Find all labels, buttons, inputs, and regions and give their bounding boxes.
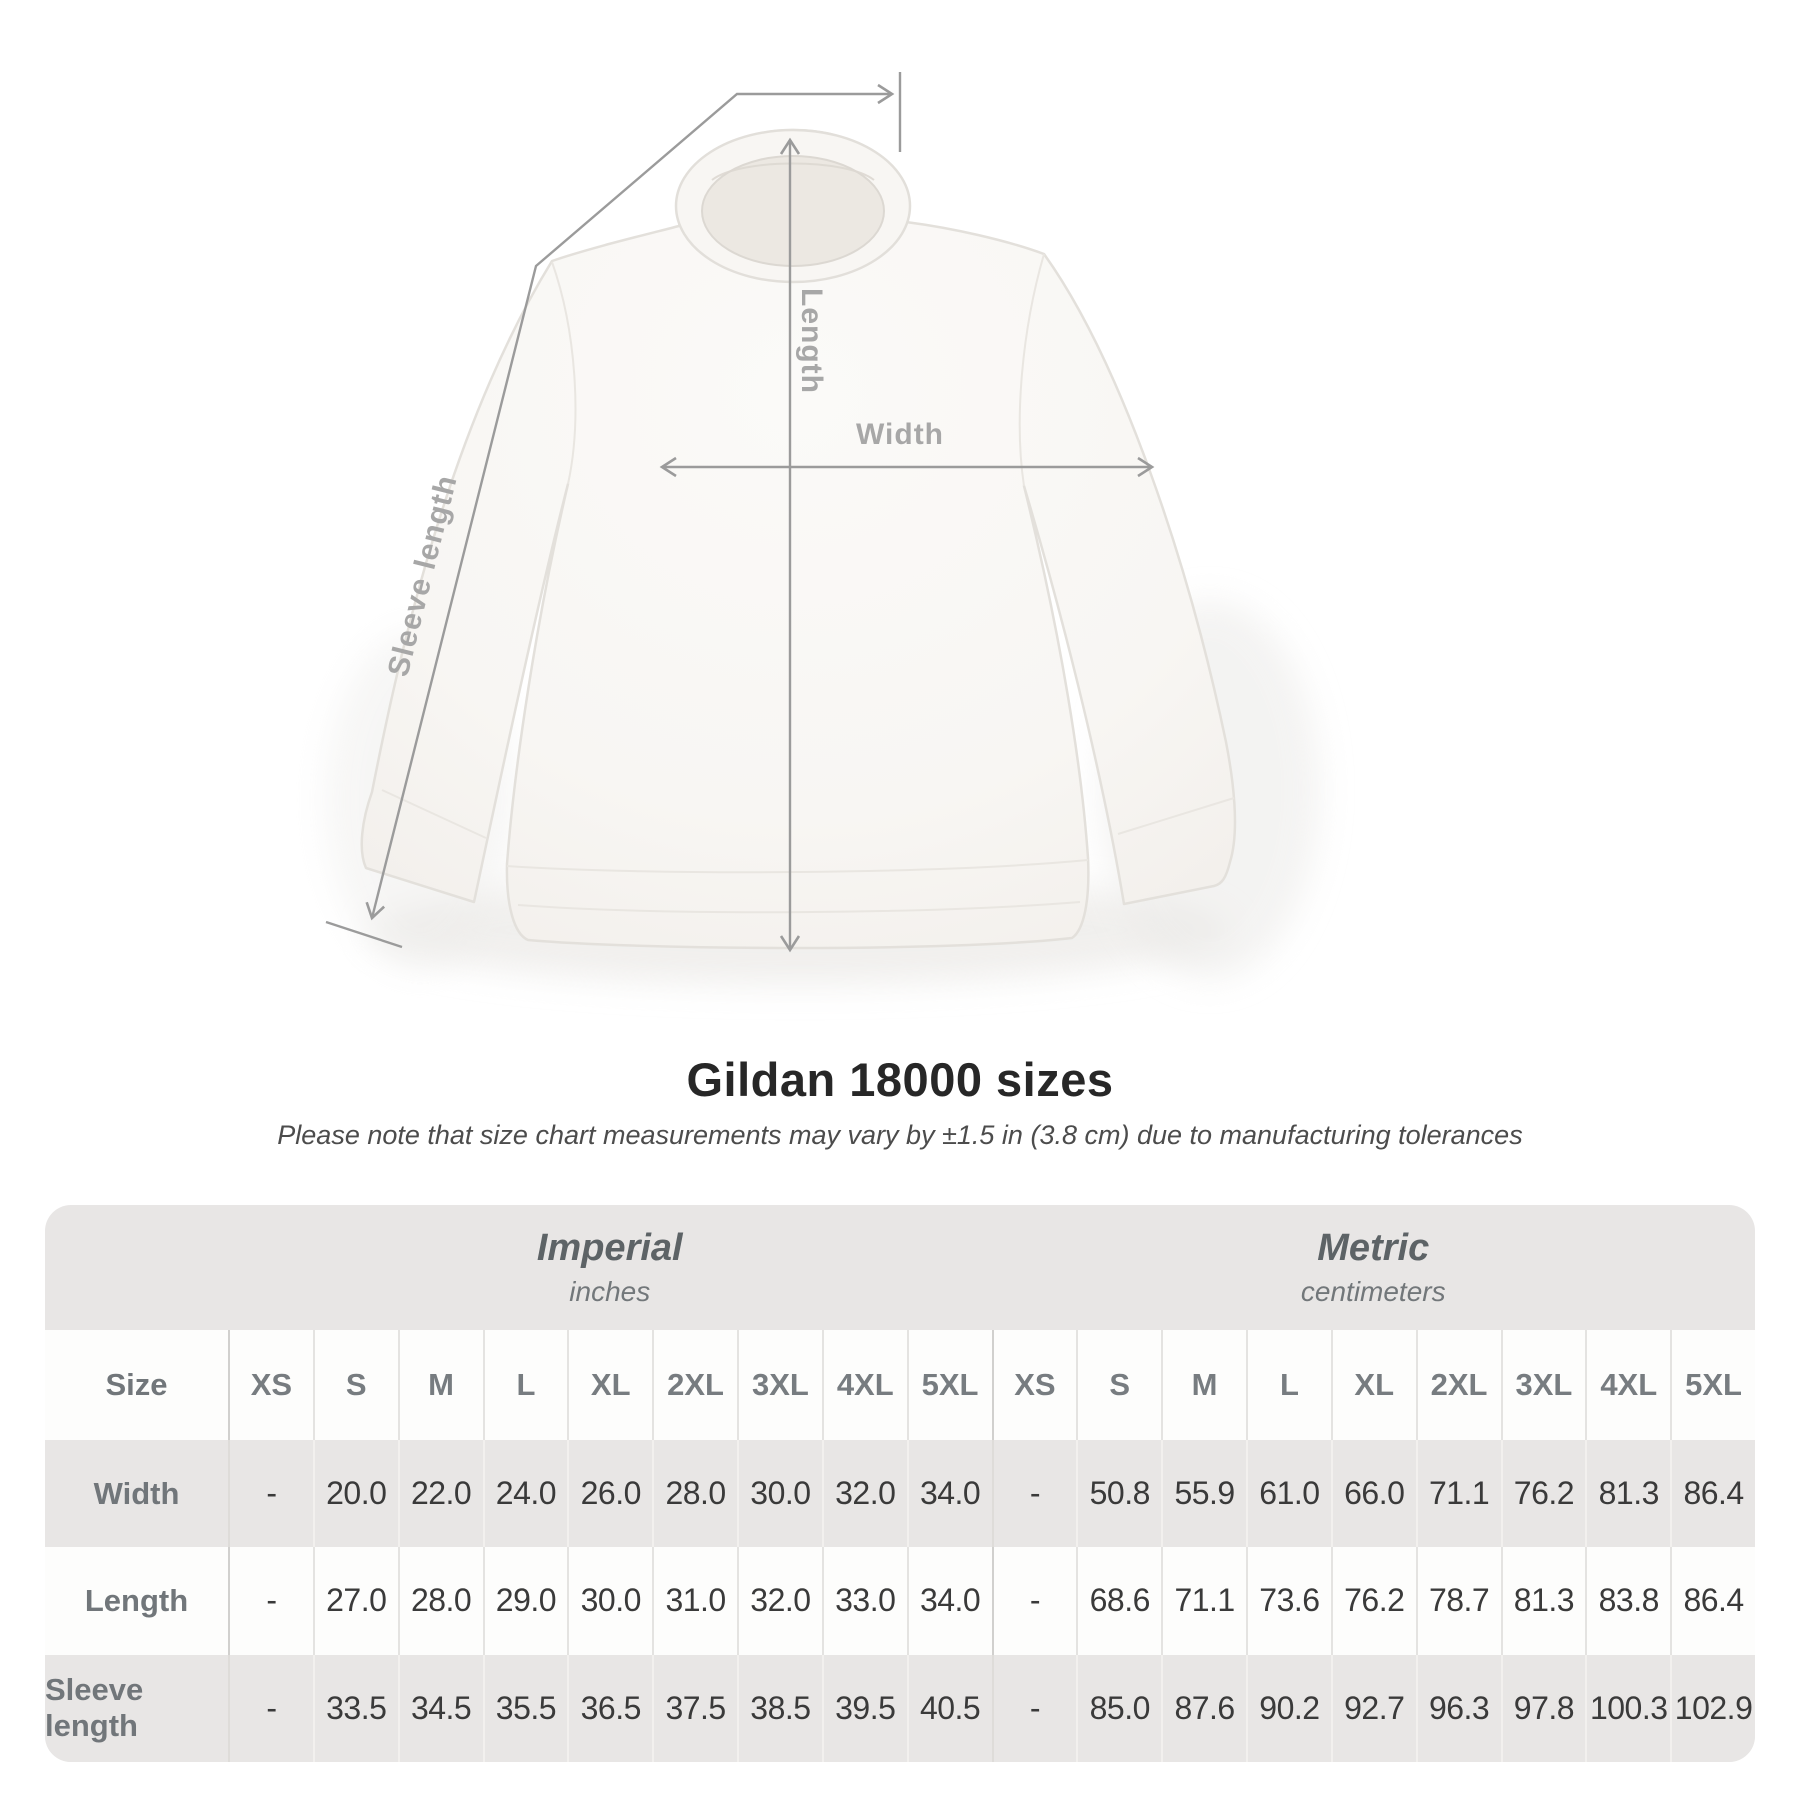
size-header-imperial-m: M (398, 1330, 483, 1440)
value-sleeve-length-imperial-m: 34.5 (398, 1655, 483, 1762)
value-sleeve-length-metric-4xl: 100.3 (1585, 1655, 1670, 1762)
size-chart-table (45, 1205, 1755, 1762)
size-header-metric-2xl: 2XL (1416, 1330, 1501, 1440)
value-width-imperial-xl: 26.0 (567, 1440, 652, 1547)
value-sleeve-length-imperial-s: 33.5 (313, 1655, 398, 1762)
value-sleeve-length-imperial-xl: 36.5 (567, 1655, 652, 1762)
value-width-imperial-4xl: 32.0 (822, 1440, 907, 1547)
value-sleeve-length-imperial-5xl: 40.5 (907, 1655, 992, 1762)
size-column-header: Size (105, 1367, 168, 1402)
metric-header (992, 1205, 1756, 1330)
size-header-imperial-2xl: 2XL (652, 1330, 737, 1440)
size-header-metric-s: S (1076, 1330, 1161, 1440)
value-length-imperial-l: 29.0 (483, 1547, 568, 1654)
value-length-metric-5xl: 86.4 (1670, 1547, 1755, 1654)
value-length-imperial-m: 28.0 (398, 1547, 483, 1654)
table-row-length (45, 1547, 1755, 1654)
row-label-length: Length (84, 1582, 189, 1618)
width-measure-label: Width (855, 418, 945, 451)
value-length-metric-l: 73.6 (1246, 1547, 1331, 1654)
row-label-width: Width (93, 1475, 180, 1511)
table-row-width (45, 1440, 1755, 1547)
imperial-header (228, 1205, 992, 1330)
value-width-imperial-xs: - (228, 1440, 313, 1547)
size-header-metric-m: M (1161, 1330, 1246, 1440)
sleeve-measure-label: Sleeve length (381, 471, 464, 680)
value-length-imperial-xs: - (228, 1547, 313, 1654)
value-sleeve-length-imperial-3xl: 38.5 (737, 1655, 822, 1762)
value-width-metric-5xl: 86.4 (1670, 1440, 1755, 1547)
value-width-metric-m: 55.9 (1161, 1440, 1246, 1547)
imperial-unit: inches (569, 1276, 651, 1307)
metric-unit: centimeters (1300, 1276, 1446, 1307)
value-length-metric-xs: - (992, 1547, 1077, 1654)
page-title: Gildan 18000 sizes (686, 1053, 1114, 1106)
tolerance-note: Please note that size chart measurements may vary by ±1.5 in (3.8 cm) due to manufacturing tolerances (277, 1120, 1523, 1150)
size-header-metric-l: L (1246, 1330, 1331, 1440)
value-sleeve-length-imperial-l: 35.5 (483, 1655, 568, 1762)
value-sleeve-length-metric-xl: 92.7 (1331, 1655, 1416, 1762)
value-sleeve-length-imperial-xs: - (228, 1655, 313, 1762)
value-length-metric-2xl: 78.7 (1416, 1547, 1501, 1654)
size-header-imperial-3xl: 3XL (737, 1330, 822, 1440)
value-length-imperial-5xl: 34.0 (907, 1547, 992, 1654)
value-width-imperial-l: 24.0 (483, 1440, 568, 1547)
value-length-imperial-4xl: 33.0 (822, 1547, 907, 1654)
collar (676, 130, 910, 282)
value-sleeve-length-imperial-4xl: 39.5 (822, 1655, 907, 1762)
value-sleeve-length-metric-2xl: 96.3 (1416, 1655, 1501, 1762)
value-width-imperial-s: 20.0 (313, 1440, 398, 1547)
value-length-metric-s: 68.6 (1076, 1547, 1161, 1654)
unit-header-row (45, 1205, 1755, 1330)
value-length-metric-xl: 76.2 (1331, 1547, 1416, 1654)
value-length-imperial-s: 27.0 (313, 1547, 398, 1654)
value-width-imperial-2xl: 28.0 (652, 1440, 737, 1547)
value-length-metric-4xl: 83.8 (1585, 1547, 1670, 1654)
row-label-sleeve-length: Sleeve length (45, 1672, 144, 1744)
imperial-title: Imperial (536, 1227, 683, 1269)
value-length-imperial-2xl: 31.0 (652, 1547, 737, 1654)
value-sleeve-length-metric-s: 85.0 (1076, 1655, 1161, 1762)
value-length-imperial-3xl: 32.0 (737, 1547, 822, 1654)
value-length-metric-m: 71.1 (1161, 1547, 1246, 1654)
value-sleeve-length-metric-3xl: 97.8 (1501, 1655, 1586, 1762)
value-width-metric-s: 50.8 (1076, 1440, 1161, 1547)
value-width-imperial-3xl: 30.0 (737, 1440, 822, 1547)
size-header-imperial-4xl: 4XL (822, 1330, 907, 1440)
value-width-metric-xl: 66.0 (1331, 1440, 1416, 1547)
value-sleeve-length-metric-5xl: 102.9 (1670, 1655, 1755, 1762)
value-width-metric-xs: - (992, 1440, 1077, 1547)
unit-header-spacer (45, 1205, 228, 1330)
value-length-imperial-xl: 30.0 (567, 1547, 652, 1654)
table-row-sleeve-length (45, 1655, 1755, 1762)
size-header-row (45, 1330, 1755, 1440)
value-length-metric-3xl: 81.3 (1501, 1547, 1586, 1654)
size-header-metric-5xl: 5XL (1670, 1330, 1755, 1440)
length-measure-label: Length (795, 288, 828, 394)
value-sleeve-length-metric-xs: - (992, 1655, 1077, 1762)
size-header-metric-xs: XS (992, 1330, 1077, 1440)
value-width-metric-4xl: 81.3 (1585, 1440, 1670, 1547)
metric-title: Metric (1317, 1227, 1430, 1269)
value-width-metric-3xl: 76.2 (1501, 1440, 1586, 1547)
value-width-metric-2xl: 71.1 (1416, 1440, 1501, 1547)
value-sleeve-length-imperial-2xl: 37.5 (652, 1655, 737, 1762)
size-header-imperial-5xl: 5XL (907, 1330, 992, 1440)
size-header-imperial-xl: XL (567, 1330, 652, 1440)
value-width-imperial-m: 22.0 (398, 1440, 483, 1547)
size-header-metric-4xl: 4XL (1585, 1330, 1670, 1440)
value-width-imperial-5xl: 34.0 (907, 1440, 992, 1547)
size-header-metric-3xl: 3XL (1501, 1330, 1586, 1440)
value-width-metric-l: 61.0 (1246, 1440, 1331, 1547)
size-header-imperial-xs: XS (228, 1330, 313, 1440)
size-header-imperial-s: S (313, 1330, 398, 1440)
size-header-imperial-l: L (483, 1330, 568, 1440)
size-header-metric-xl: XL (1331, 1330, 1416, 1440)
value-sleeve-length-metric-l: 90.2 (1246, 1655, 1331, 1762)
value-sleeve-length-metric-m: 87.6 (1161, 1655, 1246, 1762)
